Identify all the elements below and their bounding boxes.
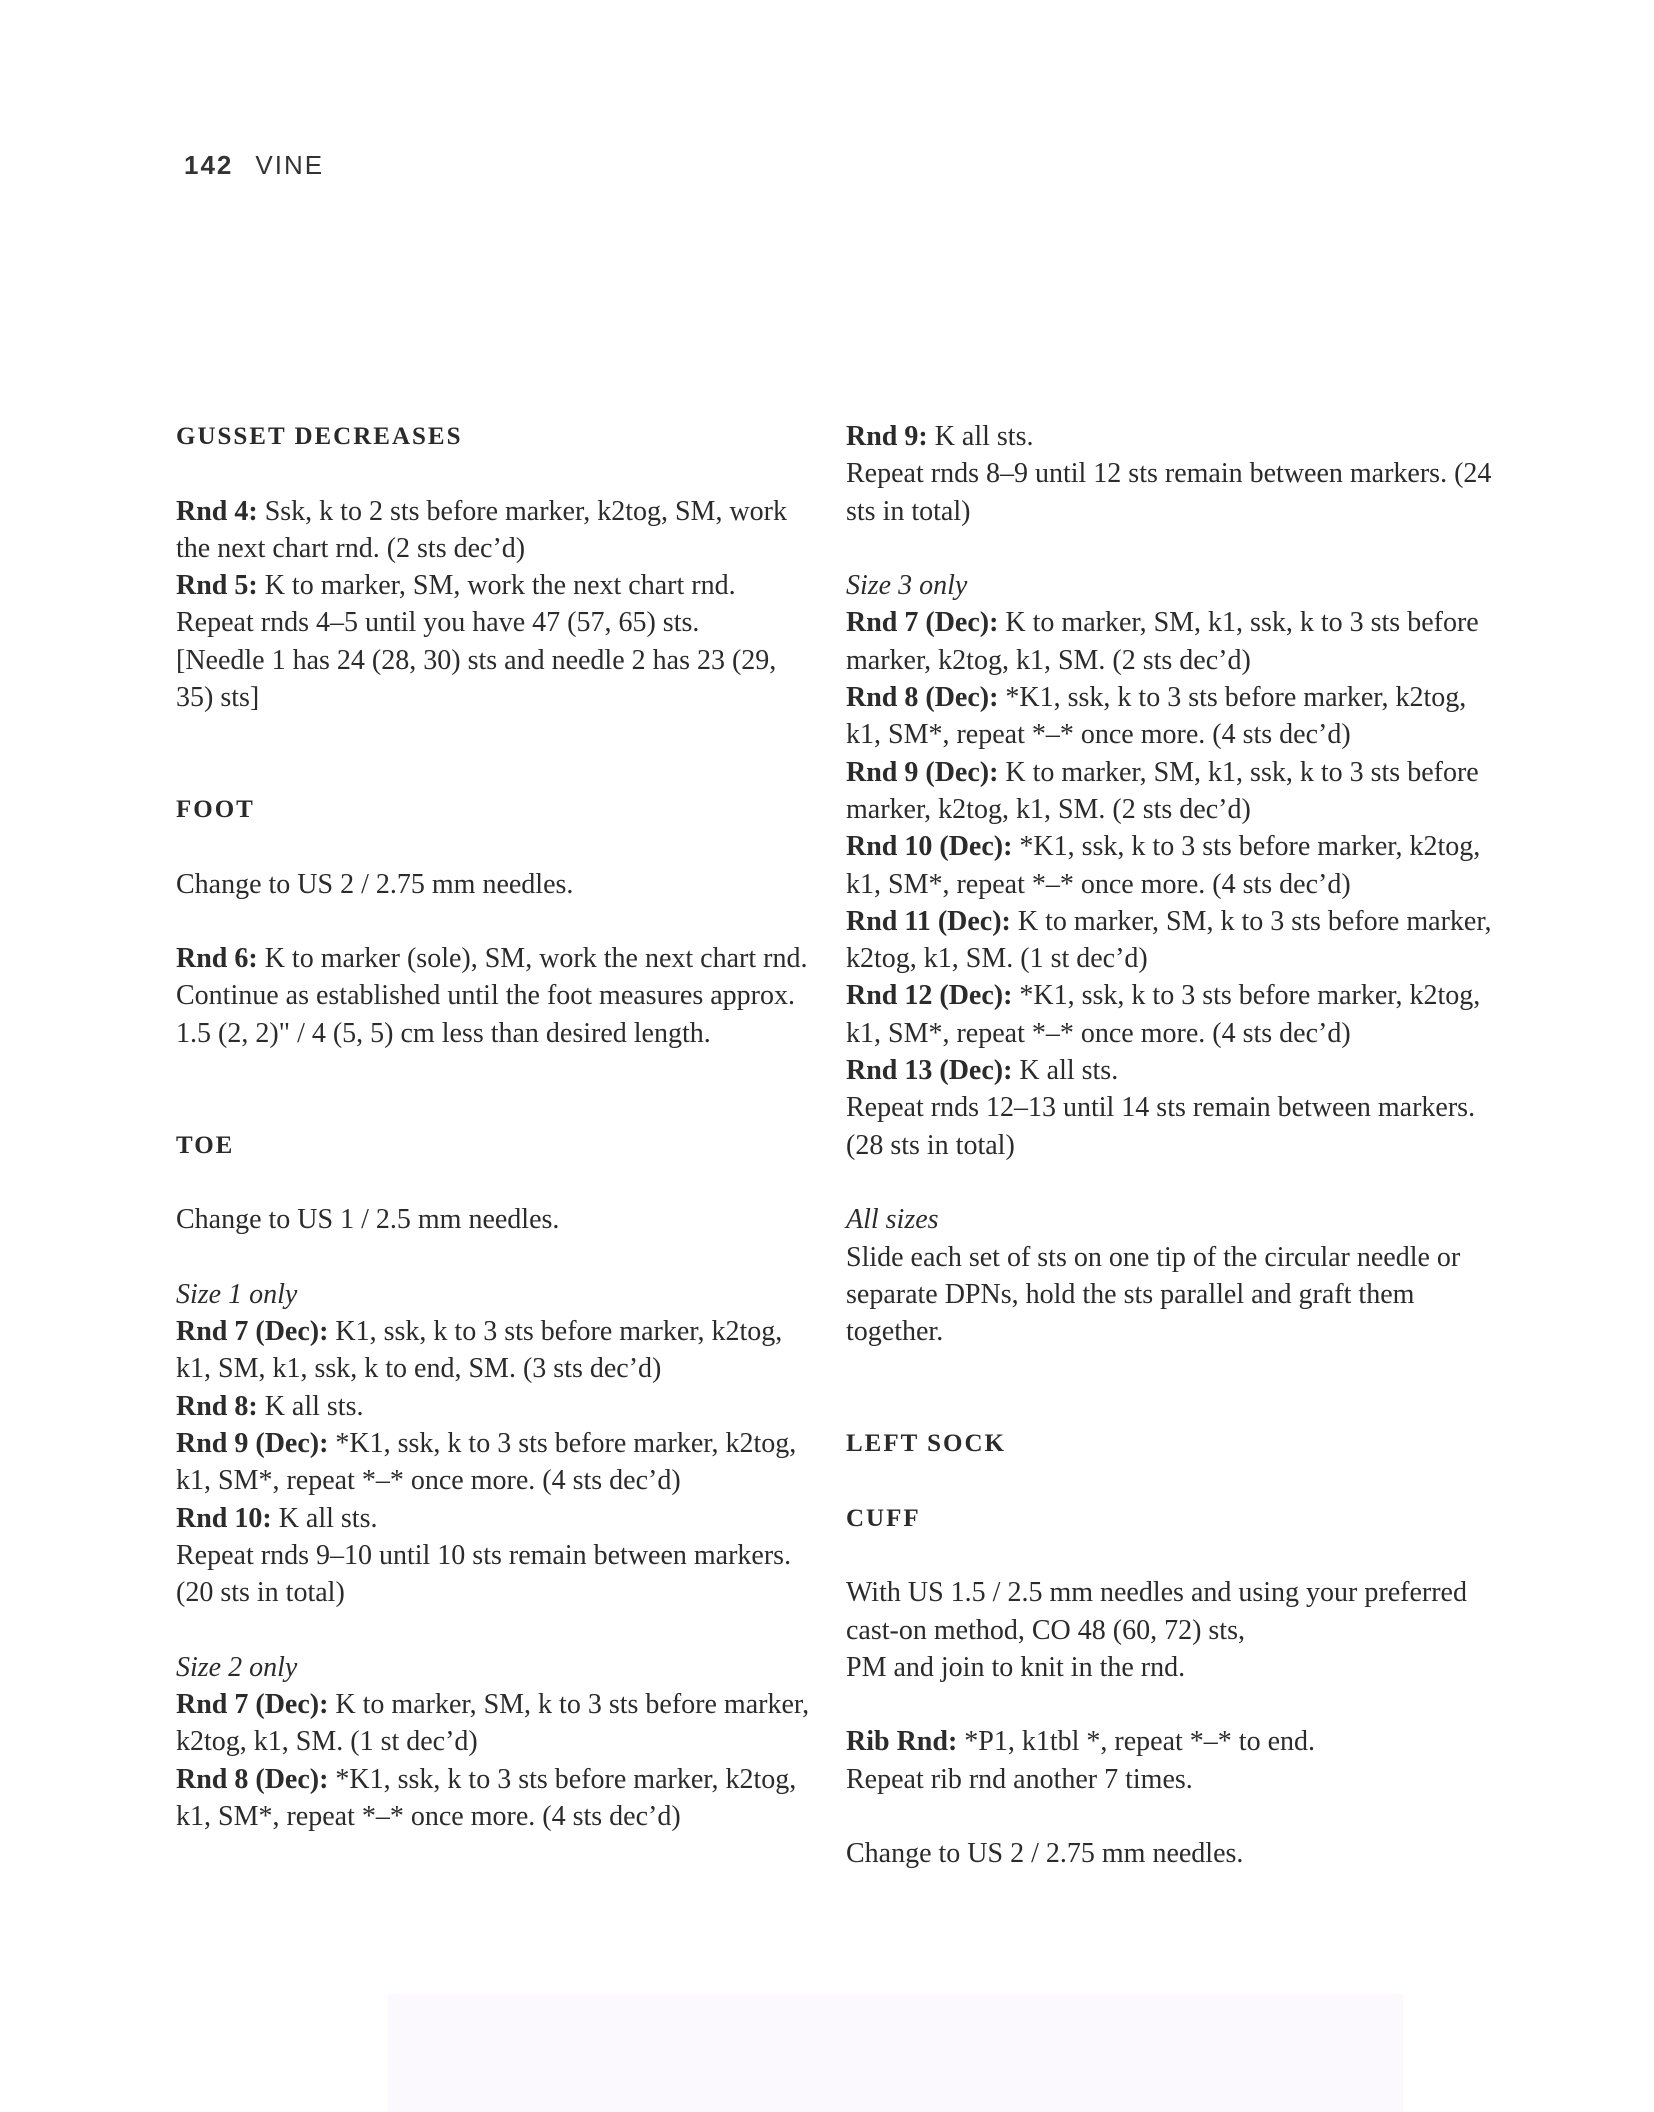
instruction-graft: Slide each set of sts on one tip of the circular needle or separate DPNs, hold the sts parallel and graft them together. [846, 1241, 1461, 1348]
instruction-s1-rnd-9: Rnd 9 (Dec): *K1, ssk, k to 3 sts before marker, k2tog, k1, SM*, repeat *–* once more. (4 sts dec’d) [176, 1428, 797, 1497]
instruction-change-needles: Change to US 2 / 2.75 mm needles. [176, 868, 574, 900]
instruction-s2-repeat: Repeat rnds 8–9 until 12 sts remain between markers. (24 sts in total) [846, 458, 1492, 527]
instruction-s1-rnd-8: Rnd 8: K all sts. [176, 1390, 364, 1422]
instruction-s3-rnd-8: Rnd 8 (Dec): *K1, ssk, k to 3 sts before marker, k2tog, k1, SM*, repeat *–* once more. (4 sts dec’d) [846, 682, 1467, 751]
instruction-s1-repeat: Repeat rnds 9–10 until 10 sts remain between markers. (20 sts in total) [176, 1539, 792, 1609]
instruction-change-needles-cuff: Change to US 2 / 2.75 mm needles. [846, 1838, 1244, 1870]
instruction-s3-rnd-7: Rnd 7 (Dec): K to marker, SM, k1, ssk, k to 3 sts before marker, k2tog, k1, SM. (2 sts dec’d) [846, 607, 1479, 676]
instruction-repeat: Repeat rnds 4–5 until you have 47 (57, 65) sts. [176, 607, 700, 639]
instruction-s3-repeat: Repeat rnds 12–13 until 14 sts remain between markers. (28 sts in total) [846, 1092, 1476, 1161]
instruction-s2-rnd-9: Rnd 9: K all sts. [846, 421, 1034, 452]
instruction-s3-rnd-13: Rnd 13 (Dec): K all sts. [846, 1055, 1119, 1087]
instruction-rib-rnd: Rib Rnd: *P1, k1tbl *, repeat *–* to end. [846, 1726, 1315, 1758]
right-column [846, 418, 1496, 1873]
section-title: VINE [255, 150, 325, 180]
instruction-join: PM and join to knit in the rnd. [846, 1651, 1186, 1683]
instruction-continue: Continue as established until the foot measures approx. 1.5 (2, 2)" / 4 (5, 5) cm less than desired length. [176, 980, 795, 1049]
running-header [184, 150, 324, 181]
instruction-rnd-4: Rnd 4: Ssk, k to 2 sts before marker, k2tog, SM, work the next chart rnd. (2 sts dec’d) [176, 495, 787, 564]
heading-gusset-decreases: GUSSET DECREASES [176, 423, 463, 450]
heading-foot: FOOT [176, 795, 255, 823]
instruction-s2-rnd-8: Rnd 8 (Dec): *K1, ssk, k to 3 sts before marker, k2tog, k1, SM*, repeat *–* once more. (4 sts dec’d) [176, 1763, 797, 1832]
subheading-size-3: Size 3 only [846, 570, 968, 602]
instruction-s3-rnd-12: Rnd 12 (Dec): *K1, ssk, k to 3 sts before marker, k2tog, k1, SM*, repeat *–* once more. (4 sts dec’d) [846, 980, 1481, 1049]
instruction-s3-rnd-10: Rnd 10 (Dec): *K1, ssk, k to 3 sts before marker, k2tog, k1, SM*, repeat *–* once more. (4 sts dec’d) [846, 831, 1481, 900]
instruction-rnd-6: Rnd 6: K to marker (sole), SM, work the next chart rnd. [176, 943, 808, 975]
heading-left-sock: LEFT SOCK [846, 1430, 1006, 1458]
instruction-repeat-rib: Repeat rib rnd another 7 times. [846, 1763, 1193, 1795]
left-column [176, 418, 816, 1835]
instruction-s3-rnd-9: Rnd 9 (Dec): K to marker, SM, k1, ssk, k to 3 sts before marker, k2tog, k1, SM. (2 sts dec’d) [846, 756, 1479, 825]
instruction-needle-counts: [Needle 1 has 24 (28, 30) sts and needle 2 has 23 (29, 35) sts] [176, 644, 777, 714]
instruction-s1-rnd-7: Rnd 7 (Dec): K1, ssk, k to 3 sts before marker, k2tog, k1, SM, k1, ssk, k to end, SM. (3 sts dec’d) [176, 1316, 783, 1385]
subheading-size-1: Size 1 only [176, 1278, 298, 1310]
heading-toe: TOE [176, 1131, 235, 1159]
instruction-change-needles-toe: Change to US 1 / 2.5 mm needles. [176, 1204, 560, 1236]
instruction-s3-rnd-11: Rnd 11 (Dec): K to marker, SM, k to 3 sts before marker, k2tog, k1, SM. (1 st dec’d) [846, 905, 1492, 975]
instruction-s1-rnd-10: Rnd 10: K all sts. [176, 1502, 378, 1534]
instruction-s2-rnd-7: Rnd 7 (Dec): K to marker, SM, k to 3 sts before marker, k2tog, k1, SM. (1 st dec’d) [176, 1689, 810, 1758]
instruction-cast-on: With US 1.5 / 2.5 mm needles and using your preferred cast-on method, CO 48 (60, 72) sts, [846, 1577, 1467, 1646]
footer-tint-block [388, 1994, 1403, 2112]
subheading-all-sizes: All sizes [846, 1204, 939, 1236]
instruction-rnd-5: Rnd 5: K to marker, SM, work the next chart rnd. [176, 570, 736, 602]
page-number: 142 [184, 150, 234, 180]
heading-cuff: CUFF [846, 1504, 921, 1532]
subheading-size-2: Size 2 only [176, 1651, 298, 1683]
